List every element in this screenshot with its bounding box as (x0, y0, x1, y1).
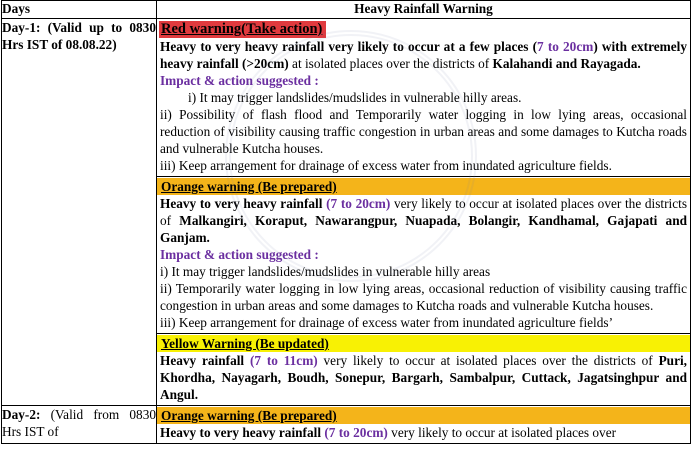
red-warning-banner: Red warning(Take action) (159, 21, 326, 38)
red-range: 7 to 20cm (537, 39, 594, 54)
orange-warning-section (157, 176, 690, 333)
day2-text (2, 406, 156, 440)
day1-cell (2, 19, 157, 406)
day2-cell (2, 406, 157, 444)
day1-validity: (Valid up to 0830 Hrs IST of 08.08.22) (2, 20, 156, 52)
yellow-warning-banner: Yellow Warning (Be updated) (159, 335, 333, 352)
orange-warning-banner: Orange warning (Be prepared) (159, 178, 341, 195)
day2-validity: (Valid from 0830 Hrs IST of (2, 407, 156, 439)
red-warning-text: Heavy to very heavy rainfall very likely to occur at a few places (7 to 20cm) with extremely heavy rainfall (>20cm) at isolated places over the districts of Kalahandi and Rayagada. (160, 39, 687, 71)
day2-row (2, 406, 691, 444)
yellow-warning-section (157, 333, 690, 405)
orange-impact-i: i) It may trigger landslides/mudslides in vulnerable hilly areas (160, 264, 491, 279)
day2-warnings (157, 406, 691, 444)
orange-impact-title: Impact & action suggested : (160, 247, 319, 262)
days-header: Days (2, 1, 157, 19)
red-impact-i: i) It may trigger landslides/mudslides in vulnerable hilly areas. (188, 90, 522, 105)
day2-orange-text: Heavy to very heavy rainfall (7 to 20cm) very likely to occur at isolated places over (160, 425, 617, 440)
day2-orange-banner: Orange warning (Be prepared) (159, 407, 341, 424)
day2-orange-section (157, 406, 690, 443)
red-impact-iii: iii) Keep arrangement for drainage of excess water from inundated agriculture fields. (160, 158, 612, 173)
day1-label: Day-1: (2, 20, 41, 35)
red-impact-title: Impact & action suggested : (160, 73, 319, 88)
red-impact-ii: ii) Possibility of flash flood and Temporarily water logging in low lying areas, occasional reduction of visibility causing traffic congestion in urban areas and some damages to Kutcha roads and vulnerable Kutcha houses. (160, 107, 687, 156)
day2-orange-range: (7 to 20cm) (324, 425, 388, 440)
red-warning-section (157, 19, 690, 176)
yellow-warning-text: Heavy rainfall (7 to 11cm) very likely to occur at isolated places over the districts of Puri, Khordha, Nayagarh, Boudh, Sonepur, Bargarh, Sambalpur, Cuttack, Jagatsinghpur and Angul. (160, 353, 688, 402)
day1-warnings (157, 19, 691, 406)
orange-warning-text: Heavy to very heavy rainfall (7 to 20cm) very likely to occur at isolated places over the districts of Malkangiri, Koraput, Nawarangpur, Nuapada, Bolangir, Kandhamal, Gajapati and Ganjam. (160, 196, 688, 245)
orange-impact-iii: iii) Keep arrangement for drainage of excess water from inundated agriculture fields’ (160, 315, 614, 330)
day2-label: Day-2: (2, 407, 41, 422)
orange-range: (7 to 20cm) (326, 196, 391, 211)
orange-districts: Malkangiri, Koraput, Nawarangpur, Nuapada, Bolangir, Kandhamal, Gajapati and Ganjam. (160, 213, 687, 245)
rainfall-warning-table (1, 0, 691, 444)
day1-row (2, 19, 691, 406)
red-districts: Kalahandi and Rayagada. (492, 56, 641, 71)
yellow-districts: Puri, Khordha, Nayagarh, Boudh, Sonepur, Bargarh, Sambalpur, Cuttack, Jagatsinghpur and Angul. (160, 353, 688, 402)
table-header-row (2, 1, 691, 19)
warning-header: Heavy Rainfall Warning (157, 1, 691, 19)
yellow-range: (7 to 11cm) (249, 353, 318, 368)
day1-text (2, 19, 156, 53)
orange-impact-ii: ii) Temporarily water logging in low lying areas, occasional reduction of visibility causing traffic congestion in urban areas and some damages to Kutcha roads and vulnerable Kutcha houses. (160, 281, 687, 313)
